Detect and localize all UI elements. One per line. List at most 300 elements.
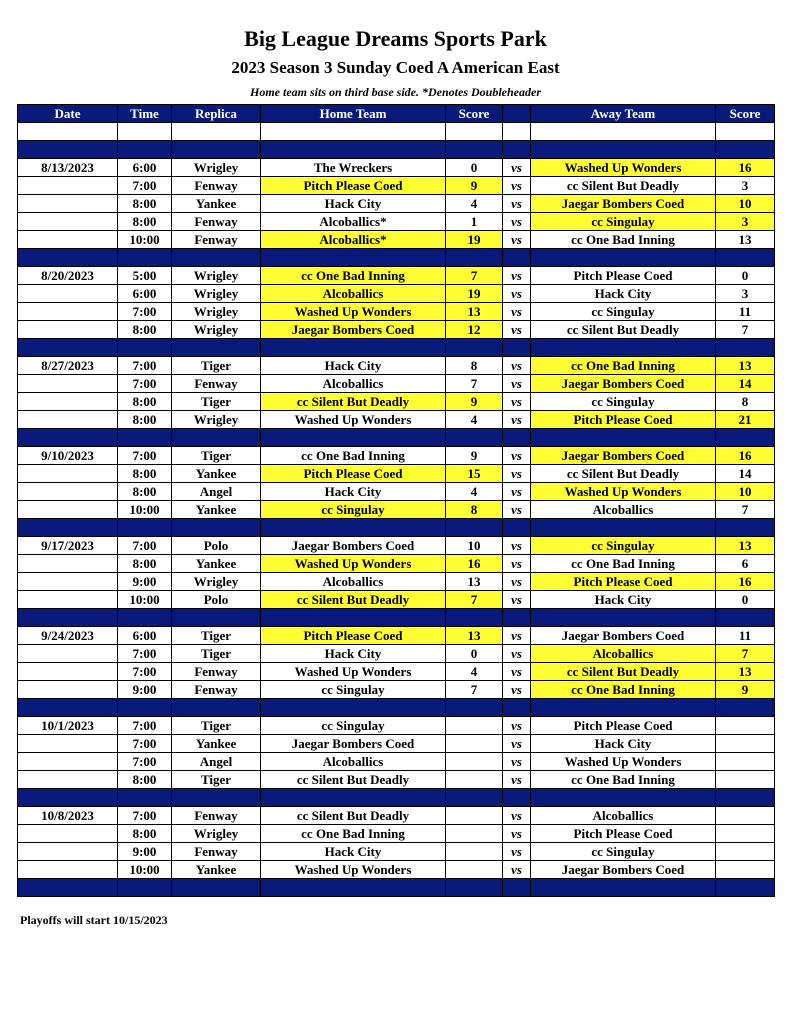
away-score: 7 <box>716 321 775 339</box>
game-replica: Yankee <box>172 861 261 879</box>
away-team: Pitch Please Coed <box>531 825 716 843</box>
game-date: 8/27/2023 <box>18 357 118 375</box>
game-row <box>18 177 775 195</box>
away-team: Jaegar Bombers Coed <box>531 375 716 393</box>
home-team: Washed Up Wonders <box>261 303 446 321</box>
away-team: Washed Up Wonders <box>531 753 716 771</box>
separator-cell <box>172 879 261 897</box>
home-team: Alcoballics <box>261 375 446 393</box>
game-date <box>18 573 118 591</box>
separator-cell <box>118 519 172 537</box>
game-time: 7:00 <box>118 735 172 753</box>
home-score: 13 <box>446 303 503 321</box>
home-team: cc Singulay <box>261 717 446 735</box>
schedule-table <box>17 104 775 897</box>
separator-cell <box>118 141 172 159</box>
separator-cell <box>18 699 118 717</box>
vs-label: vs <box>503 357 531 375</box>
vs-label: vs <box>503 303 531 321</box>
game-row <box>18 753 775 771</box>
separator-cell <box>118 249 172 267</box>
home-score: 10 <box>446 537 503 555</box>
separator-cell <box>446 429 503 447</box>
separator-cell <box>446 609 503 627</box>
separator-cell <box>261 141 446 159</box>
game-date <box>18 321 118 339</box>
away-team: cc Singulay <box>531 537 716 555</box>
separator-cell <box>716 249 775 267</box>
separator-cell <box>261 699 446 717</box>
away-score: 7 <box>716 501 775 519</box>
game-row <box>18 321 775 339</box>
game-replica: Tiger <box>172 645 261 663</box>
separator-cell <box>716 789 775 807</box>
separator-cell <box>118 879 172 897</box>
away-score <box>716 753 775 771</box>
separator-cell <box>531 519 716 537</box>
game-row <box>18 447 775 465</box>
game-date <box>18 213 118 231</box>
away-team: cc Singulay <box>531 303 716 321</box>
game-date: 9/17/2023 <box>18 537 118 555</box>
game-date <box>18 591 118 609</box>
home-score <box>446 825 503 843</box>
col-home-score: Score <box>446 105 503 123</box>
game-date: 9/10/2023 <box>18 447 118 465</box>
game-row <box>18 573 775 591</box>
week-separator <box>18 519 775 537</box>
away-team: cc One Bad Inning <box>531 771 716 789</box>
separator-cell <box>531 339 716 357</box>
separator-cell <box>503 339 531 357</box>
away-team: cc One Bad Inning <box>531 681 716 699</box>
col-vs <box>503 105 531 123</box>
week-separator <box>18 609 775 627</box>
game-replica: Wrigley <box>172 285 261 303</box>
spacer-row <box>18 123 775 141</box>
game-date <box>18 375 118 393</box>
away-score: 14 <box>716 375 775 393</box>
vs-label: vs <box>503 807 531 825</box>
vs-label: vs <box>503 285 531 303</box>
separator-cell <box>18 519 118 537</box>
home-team: Hack City <box>261 357 446 375</box>
separator-cell <box>716 339 775 357</box>
page-title: Big League Dreams Sports Park <box>244 26 547 51</box>
game-date <box>18 303 118 321</box>
game-replica: Wrigley <box>172 267 261 285</box>
separator-cell <box>446 141 503 159</box>
game-replica: Fenway <box>172 375 261 393</box>
home-team: cc Singulay <box>261 501 446 519</box>
game-replica: Wrigley <box>172 159 261 177</box>
separator-cell <box>261 879 446 897</box>
away-team: cc Singulay <box>531 843 716 861</box>
away-team: Pitch Please Coed <box>531 411 716 429</box>
home-score <box>446 771 503 789</box>
game-replica: Tiger <box>172 393 261 411</box>
game-date <box>18 861 118 879</box>
game-row <box>18 195 775 213</box>
game-time: 8:00 <box>118 213 172 231</box>
game-time: 9:00 <box>118 681 172 699</box>
separator-cell <box>531 609 716 627</box>
vs-label: vs <box>503 501 531 519</box>
vs-label: vs <box>503 231 531 249</box>
week-separator <box>18 789 775 807</box>
game-row <box>18 465 775 483</box>
home-score: 4 <box>446 411 503 429</box>
away-score: 13 <box>716 663 775 681</box>
away-score: 10 <box>716 483 775 501</box>
home-team: Washed Up Wonders <box>261 861 446 879</box>
home-team: Pitch Please Coed <box>261 627 446 645</box>
game-time: 5:00 <box>118 267 172 285</box>
away-score: 14 <box>716 465 775 483</box>
game-row <box>18 663 775 681</box>
game-time: 10:00 <box>118 861 172 879</box>
vs-label: vs <box>503 537 531 555</box>
home-score: 9 <box>446 177 503 195</box>
separator-cell <box>261 519 446 537</box>
separator-cell <box>446 249 503 267</box>
game-date <box>18 663 118 681</box>
home-team: cc Singulay <box>261 681 446 699</box>
week-separator <box>18 249 775 267</box>
separator-cell <box>503 699 531 717</box>
away-score: 11 <box>716 627 775 645</box>
game-replica: Polo <box>172 591 261 609</box>
away-team: cc Silent But Deadly <box>531 321 716 339</box>
home-score: 0 <box>446 645 503 663</box>
game-time: 8:00 <box>118 195 172 213</box>
separator-cell <box>18 339 118 357</box>
game-date: 8/20/2023 <box>18 267 118 285</box>
vs-label: vs <box>503 177 531 195</box>
col-away-team: Away Team <box>531 105 716 123</box>
away-score: 13 <box>716 231 775 249</box>
home-score: 13 <box>446 573 503 591</box>
away-team: Pitch Please Coed <box>531 267 716 285</box>
separator-cell <box>503 789 531 807</box>
away-team: Jaegar Bombers Coed <box>531 195 716 213</box>
game-row <box>18 591 775 609</box>
home-team: Washed Up Wonders <box>261 555 446 573</box>
home-team: cc One Bad Inning <box>261 447 446 465</box>
away-score: 11 <box>716 303 775 321</box>
away-score <box>716 807 775 825</box>
separator-cell <box>172 249 261 267</box>
vs-label: vs <box>503 681 531 699</box>
home-team: Alcoballics <box>261 573 446 591</box>
header-row <box>18 105 775 123</box>
separator-cell <box>118 789 172 807</box>
away-team: Jaegar Bombers Coed <box>531 861 716 879</box>
separator-cell <box>716 879 775 897</box>
game-replica: Yankee <box>172 465 261 483</box>
game-replica: Yankee <box>172 735 261 753</box>
game-replica: Fenway <box>172 213 261 231</box>
away-score: 8 <box>716 393 775 411</box>
game-time: 10:00 <box>118 591 172 609</box>
game-date <box>18 825 118 843</box>
game-row <box>18 771 775 789</box>
vs-label: vs <box>503 321 531 339</box>
away-team: cc One Bad Inning <box>531 555 716 573</box>
away-score: 3 <box>716 177 775 195</box>
separator-cell <box>261 339 446 357</box>
game-replica: Tiger <box>172 771 261 789</box>
game-replica: Tiger <box>172 717 261 735</box>
separator-cell <box>446 339 503 357</box>
game-replica: Fenway <box>172 177 261 195</box>
home-score: 8 <box>446 501 503 519</box>
vs-label: vs <box>503 573 531 591</box>
separator-cell <box>18 609 118 627</box>
home-team: Hack City <box>261 843 446 861</box>
game-replica: Fenway <box>172 807 261 825</box>
game-date <box>18 483 118 501</box>
away-score <box>716 717 775 735</box>
game-replica: Fenway <box>172 681 261 699</box>
separator-cell <box>716 519 775 537</box>
game-replica: Wrigley <box>172 825 261 843</box>
col-home-team: Home Team <box>261 105 446 123</box>
game-replica: Angel <box>172 483 261 501</box>
vs-label: vs <box>503 393 531 411</box>
home-score: 7 <box>446 681 503 699</box>
game-date: 8/13/2023 <box>18 159 118 177</box>
away-score: 6 <box>716 555 775 573</box>
away-score: 16 <box>716 159 775 177</box>
away-team: Hack City <box>531 285 716 303</box>
separator-cell <box>446 699 503 717</box>
away-team: Hack City <box>531 591 716 609</box>
vs-label: vs <box>503 465 531 483</box>
home-team: Washed Up Wonders <box>261 663 446 681</box>
game-row <box>18 681 775 699</box>
game-time: 9:00 <box>118 573 172 591</box>
away-team: cc Silent But Deadly <box>531 663 716 681</box>
game-time: 7:00 <box>118 447 172 465</box>
game-replica: Tiger <box>172 627 261 645</box>
away-score <box>716 861 775 879</box>
game-date <box>18 735 118 753</box>
home-team: Hack City <box>261 483 446 501</box>
game-date <box>18 465 118 483</box>
game-date <box>18 771 118 789</box>
away-score: 10 <box>716 195 775 213</box>
separator-cell <box>531 699 716 717</box>
away-team: cc Silent But Deadly <box>531 465 716 483</box>
separator-cell <box>531 249 716 267</box>
separator-cell <box>531 429 716 447</box>
game-row <box>18 411 775 429</box>
vs-label: vs <box>503 555 531 573</box>
home-score <box>446 753 503 771</box>
home-team: Hack City <box>261 645 446 663</box>
vs-label: vs <box>503 267 531 285</box>
home-score: 12 <box>446 321 503 339</box>
separator-cell <box>118 429 172 447</box>
home-team: Pitch Please Coed <box>261 177 446 195</box>
game-time: 10:00 <box>118 231 172 249</box>
separator-cell <box>18 141 118 159</box>
game-date <box>18 411 118 429</box>
home-team: Alcoballics* <box>261 213 446 231</box>
separator-cell <box>172 609 261 627</box>
home-score: 9 <box>446 447 503 465</box>
separator-cell <box>531 789 716 807</box>
game-time: 6:00 <box>118 627 172 645</box>
home-score: 7 <box>446 591 503 609</box>
game-time: 10:00 <box>118 501 172 519</box>
vs-label: vs <box>503 645 531 663</box>
game-row <box>18 645 775 663</box>
away-team: Jaegar Bombers Coed <box>531 627 716 645</box>
game-row <box>18 375 775 393</box>
game-row <box>18 843 775 861</box>
away-team: Pitch Please Coed <box>531 717 716 735</box>
game-date <box>18 285 118 303</box>
separator-cell <box>503 519 531 537</box>
home-team: Hack City <box>261 195 446 213</box>
game-replica: Polo <box>172 537 261 555</box>
vs-label: vs <box>503 861 531 879</box>
game-row <box>18 555 775 573</box>
home-team: cc Silent But Deadly <box>261 771 446 789</box>
game-row <box>18 735 775 753</box>
separator-cell <box>118 609 172 627</box>
game-time: 6:00 <box>118 285 172 303</box>
game-row <box>18 861 775 879</box>
home-score: 4 <box>446 483 503 501</box>
game-date <box>18 555 118 573</box>
separator-cell <box>503 249 531 267</box>
home-team: Pitch Please Coed <box>261 465 446 483</box>
away-team: cc Silent But Deadly <box>531 177 716 195</box>
home-team: cc One Bad Inning <box>261 825 446 843</box>
vs-label: vs <box>503 483 531 501</box>
game-time: 8:00 <box>118 771 172 789</box>
page-subtitle: 2023 Season 3 Sunday Coed A American East <box>231 58 560 77</box>
separator-cell <box>716 609 775 627</box>
separator-cell <box>261 789 446 807</box>
game-time: 7:00 <box>118 375 172 393</box>
home-score: 19 <box>446 285 503 303</box>
away-team: Pitch Please Coed <box>531 573 716 591</box>
week-separator <box>18 339 775 357</box>
separator-cell <box>503 879 531 897</box>
game-replica: Wrigley <box>172 411 261 429</box>
away-score: 13 <box>716 357 775 375</box>
game-replica: Wrigley <box>172 573 261 591</box>
game-row <box>18 825 775 843</box>
away-team: cc Singulay <box>531 393 716 411</box>
game-date <box>18 645 118 663</box>
game-row <box>18 393 775 411</box>
game-time: 7:00 <box>118 177 172 195</box>
away-score <box>716 825 775 843</box>
game-time: 8:00 <box>118 321 172 339</box>
game-time: 7:00 <box>118 753 172 771</box>
separator-cell <box>503 141 531 159</box>
game-row <box>18 483 775 501</box>
home-team: Alcoballics* <box>261 231 446 249</box>
home-team: Jaegar Bombers Coed <box>261 321 446 339</box>
away-score: 16 <box>716 573 775 591</box>
home-score: 7 <box>446 267 503 285</box>
game-time: 8:00 <box>118 555 172 573</box>
game-replica: Yankee <box>172 555 261 573</box>
game-row <box>18 213 775 231</box>
separator-cell <box>531 879 716 897</box>
week-separator <box>18 699 775 717</box>
game-row <box>18 537 775 555</box>
away-team: Washed Up Wonders <box>531 483 716 501</box>
vs-label: vs <box>503 735 531 753</box>
game-time: 7:00 <box>118 357 172 375</box>
home-team: Alcoballics <box>261 285 446 303</box>
home-team: Jaegar Bombers Coed <box>261 735 446 753</box>
separator-cell <box>18 879 118 897</box>
separator-cell <box>446 519 503 537</box>
separator-cell <box>446 789 503 807</box>
home-team: Washed Up Wonders <box>261 411 446 429</box>
week-separator <box>18 879 775 897</box>
separator-cell <box>716 141 775 159</box>
separator-cell <box>503 609 531 627</box>
separator-cell <box>172 519 261 537</box>
vs-label: vs <box>503 663 531 681</box>
home-score: 19 <box>446 231 503 249</box>
home-team: cc Silent But Deadly <box>261 807 446 825</box>
game-time: 7:00 <box>118 303 172 321</box>
away-score: 21 <box>716 411 775 429</box>
home-score: 4 <box>446 663 503 681</box>
separator-cell <box>261 429 446 447</box>
game-date <box>18 501 118 519</box>
game-replica: Tiger <box>172 357 261 375</box>
away-score: 13 <box>716 537 775 555</box>
game-time: 7:00 <box>118 663 172 681</box>
home-score <box>446 735 503 753</box>
col-away-score: Score <box>716 105 775 123</box>
game-time: 7:00 <box>118 645 172 663</box>
separator-cell <box>18 789 118 807</box>
vs-label: vs <box>503 447 531 465</box>
home-team: cc One Bad Inning <box>261 267 446 285</box>
separator-cell <box>716 699 775 717</box>
vs-label: vs <box>503 771 531 789</box>
separator-cell <box>172 699 261 717</box>
vs-label: vs <box>503 213 531 231</box>
away-team: Jaegar Bombers Coed <box>531 447 716 465</box>
vs-label: vs <box>503 411 531 429</box>
game-replica: Yankee <box>172 195 261 213</box>
game-replica: Wrigley <box>172 303 261 321</box>
schedule-body <box>18 123 775 897</box>
vs-label: vs <box>503 591 531 609</box>
game-time: 8:00 <box>118 483 172 501</box>
away-team: cc Singulay <box>531 213 716 231</box>
game-time: 7:00 <box>118 537 172 555</box>
away-team: cc One Bad Inning <box>531 357 716 375</box>
away-score <box>716 771 775 789</box>
game-row <box>18 807 775 825</box>
away-score <box>716 735 775 753</box>
game-row <box>18 717 775 735</box>
